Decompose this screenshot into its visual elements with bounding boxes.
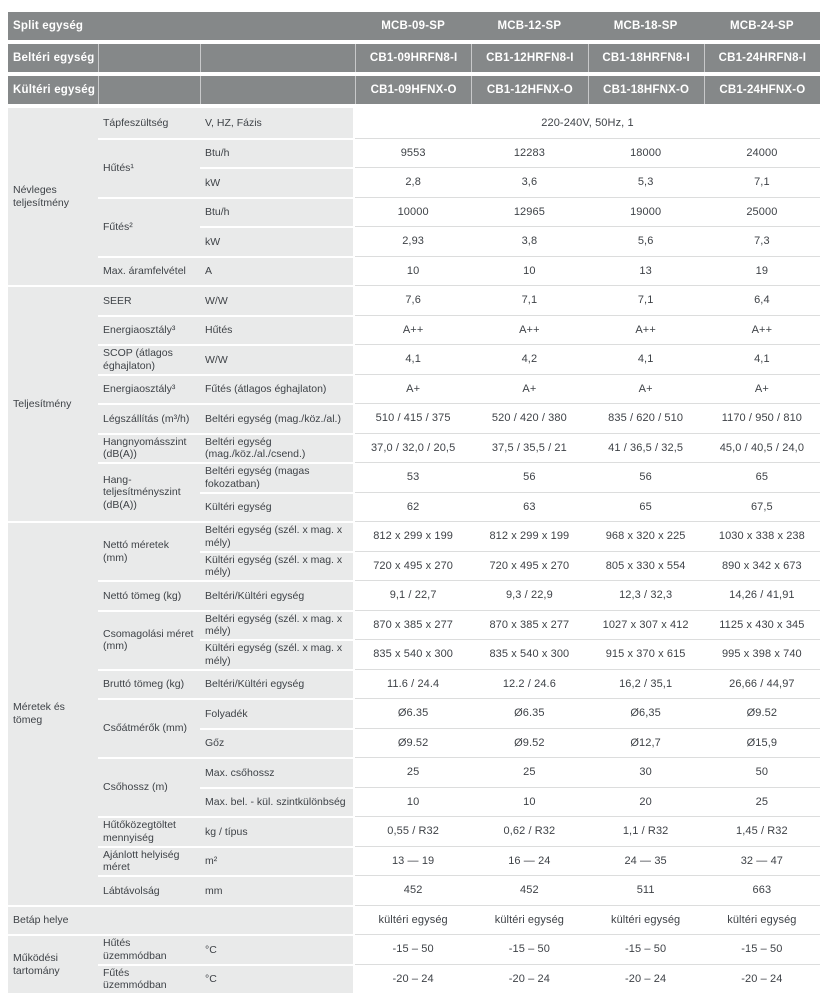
value-cell: 5,6 xyxy=(588,226,704,256)
value-cell: 9,1 / 22,7 xyxy=(355,580,471,610)
value-cell: 14,26 / 41,91 xyxy=(704,580,820,610)
value-cell: 1125 x 430 x 345 xyxy=(704,610,820,640)
param-label: Max. áramfelvétel xyxy=(98,256,200,286)
value-cell: 62 xyxy=(355,492,471,522)
unit-label: Kültéri egység (szél. x mag. x mély) xyxy=(200,551,355,581)
value-cell: A+ xyxy=(471,374,587,404)
value-cell: 12,3 / 32,3 xyxy=(588,580,704,610)
value-cell: 13 xyxy=(588,256,704,286)
unit-label: Btu/h xyxy=(200,197,355,227)
value-cell: 835 / 620 / 510 xyxy=(588,403,704,433)
value-cell: -15 – 50 xyxy=(588,934,704,964)
unit-label: Beltéri egység (szél. x mag. x mély) xyxy=(200,521,355,551)
value-cell: 25000 xyxy=(704,197,820,227)
unit-label: W/W xyxy=(200,344,355,374)
value-cell: 915 x 370 x 615 xyxy=(588,639,704,669)
param-label: Hűtés¹ xyxy=(98,138,200,197)
param-label: Lábtávolság xyxy=(98,875,200,905)
value-cell: A++ xyxy=(588,315,704,345)
value-cell: 835 x 540 x 300 xyxy=(355,639,471,669)
value-cell: kültéri egység xyxy=(588,905,704,935)
value-cell: A+ xyxy=(704,374,820,404)
unit-label: °C xyxy=(200,964,355,994)
param-label: Energiaosztály³ xyxy=(98,374,200,404)
header-spacer xyxy=(200,76,355,104)
section-title: Névleges teljesítmény xyxy=(8,108,98,285)
value-cell: 452 xyxy=(355,875,471,905)
param-label: Bruttó tömeg (kg) xyxy=(98,669,200,699)
value-cell: 10000 xyxy=(355,197,471,227)
value-cell: 32 — 47 xyxy=(704,846,820,876)
model-name-cell: CB1-24HRFN8-I xyxy=(704,44,820,72)
unit-label: V, HZ, Fázis xyxy=(200,108,355,138)
section-title: Betáp helye xyxy=(8,905,355,935)
unit-label: Max. csőhossz xyxy=(200,757,355,787)
value-cell: 63 xyxy=(471,492,587,522)
value-cell: 12283 xyxy=(471,138,587,168)
value-cell: 18000 xyxy=(588,138,704,168)
value-cell: 4,2 xyxy=(471,344,587,374)
value-cell: 995 x 398 x 740 xyxy=(704,639,820,669)
header-row-outdoor-unit xyxy=(8,76,820,104)
unit-label: A xyxy=(200,256,355,286)
unit-label: Kültéri egység (szél. x mag. x mély) xyxy=(200,639,355,669)
value-cell: -20 – 24 xyxy=(704,964,820,994)
unit-label: Btu/h xyxy=(200,138,355,168)
header-row-label: Beltéri egység xyxy=(13,52,95,64)
value-cell: 6,4 xyxy=(704,285,820,315)
value-cell: 11.6 / 24.4 xyxy=(355,669,471,699)
value-cell: 56 xyxy=(471,462,587,492)
unit-label: Beltéri/Kültéri egység xyxy=(200,580,355,610)
value-cell: 2,93 xyxy=(355,226,471,256)
value-cell: 4,1 xyxy=(588,344,704,374)
value-cell: 0,62 / R32 xyxy=(471,816,587,846)
value-cell: 12.2 / 24.6 xyxy=(471,669,587,699)
value-cell: 4,1 xyxy=(704,344,820,374)
value-cell: kültéri egység xyxy=(704,905,820,935)
header-row-indoor-unit xyxy=(8,44,820,72)
value-cell: 65 xyxy=(588,492,704,522)
value-cell: kültéri egység xyxy=(355,905,471,935)
unit-label: kg / típus xyxy=(200,816,355,846)
section-title: Működési tartomány xyxy=(8,934,98,993)
value-cell: A++ xyxy=(355,315,471,345)
value-cell: 19 xyxy=(704,256,820,286)
unit-label: Beltéri egység (mag./köz./al.) xyxy=(200,403,355,433)
value-cell: 19000 xyxy=(588,197,704,227)
value-cell: 45,0 / 40,5 / 24,0 xyxy=(704,433,820,463)
value-cell: Ø9.52 xyxy=(704,698,820,728)
value-cell: 968 x 320 x 225 xyxy=(588,521,704,551)
value-cell: 4,1 xyxy=(355,344,471,374)
value-cell: 67,5 xyxy=(704,492,820,522)
value-cell: 7,1 xyxy=(588,285,704,315)
value-cell: -15 – 50 xyxy=(355,934,471,964)
param-label: Energiaosztály³ xyxy=(98,315,200,345)
section-title: Méretek és tömeg xyxy=(8,521,98,905)
value-cell: -15 – 50 xyxy=(471,934,587,964)
value-cell: 3,8 xyxy=(471,226,587,256)
header-spacer xyxy=(98,44,200,72)
value-cell: 13 — 19 xyxy=(355,846,471,876)
value-cell: 510 / 415 / 375 xyxy=(355,403,471,433)
unit-label: W/W xyxy=(200,285,355,315)
value-cell: 720 x 495 x 270 xyxy=(355,551,471,581)
value-cell: Ø6,35 xyxy=(588,698,704,728)
value-cell: 1027 x 307 x 412 xyxy=(588,610,704,640)
param-label: Hangnyomásszint (dB(A)) xyxy=(98,433,200,463)
model-name-cell: CB1-09HRFN8-I xyxy=(355,44,471,72)
value-cell: Ø9.52 xyxy=(471,728,587,758)
value-cell: 870 x 385 x 277 xyxy=(355,610,471,640)
value-cell: 452 xyxy=(471,875,587,905)
model-name-cell: CB1-18HFNX-O xyxy=(588,76,704,104)
spec-table-body xyxy=(8,108,820,993)
value-cell: 0,55 / R32 xyxy=(355,816,471,846)
header-row-label: Split egység xyxy=(13,20,84,32)
value-cell: 26,66 / 44,97 xyxy=(704,669,820,699)
unit-label: Fűtés (átlagos éghajlaton) xyxy=(200,374,355,404)
unit-label: mm xyxy=(200,875,355,905)
model-name-cell: CB1-09HFNX-O xyxy=(355,76,471,104)
value-cell: -20 – 24 xyxy=(471,964,587,994)
param-label: Hűtés üzemmódban xyxy=(98,934,200,964)
unit-label: Kültéri egység xyxy=(200,492,355,522)
value-cell: 2,8 xyxy=(355,167,471,197)
model-name-cell: CB1-12HFNX-O xyxy=(471,76,587,104)
value-cell: 663 xyxy=(704,875,820,905)
value-cell: 9,3 / 22,9 xyxy=(471,580,587,610)
value-cell: Ø15,9 xyxy=(704,728,820,758)
value-cell: 812 x 299 x 199 xyxy=(355,521,471,551)
value-cell: 1170 / 950 / 810 xyxy=(704,403,820,433)
unit-label: kW xyxy=(200,226,355,256)
value-cell: 10 xyxy=(355,787,471,817)
model-name-cell: MCB-09-SP xyxy=(381,20,446,32)
value-cell: 37,0 / 32,0 / 20,5 xyxy=(355,433,471,463)
header-row-split-unit xyxy=(8,12,820,40)
value-cell: 10 xyxy=(471,256,587,286)
value-cell: 65 xyxy=(704,462,820,492)
unit-label: Gőz xyxy=(200,728,355,758)
value-cell: A+ xyxy=(588,374,704,404)
param-label: Csőhossz (m) xyxy=(98,757,200,816)
unit-label: Beltéri egység (mag./köz./al./csend.) xyxy=(200,433,355,463)
model-name-cell: CB1-12HRFN8-I xyxy=(471,44,587,72)
value-cell: 20 xyxy=(588,787,704,817)
value-span-cell: 220-240V, 50Hz, 1 xyxy=(541,116,634,129)
value-cell: Ø6.35 xyxy=(471,698,587,728)
value-cell: 812 x 299 x 199 xyxy=(471,521,587,551)
value-cell: A+ xyxy=(355,374,471,404)
value-cell: 16,2 / 35,1 xyxy=(588,669,704,699)
unit-label: °C xyxy=(200,934,355,964)
param-label: Fűtés üzemmódban xyxy=(98,964,200,994)
value-cell: 24 — 35 xyxy=(588,846,704,876)
param-label: Nettó tömeg (kg) xyxy=(98,580,200,610)
param-label: Nettó méretek (mm) xyxy=(98,521,200,580)
value-cell: 1030 x 338 x 238 xyxy=(704,521,820,551)
value-cell: 511 xyxy=(588,875,704,905)
value-cell: kültéri egység xyxy=(471,905,587,935)
param-label: Hang-teljesítményszint (dB(A)) xyxy=(98,462,200,521)
value-cell: -20 – 24 xyxy=(588,964,704,994)
value-cell: 25 xyxy=(355,757,471,787)
value-cell: 16 — 24 xyxy=(471,846,587,876)
param-label: Tápfeszültség xyxy=(98,108,200,138)
header-row-label: Kültéri egység xyxy=(13,84,96,96)
value-cell: 805 x 330 x 554 xyxy=(588,551,704,581)
value-cell: 10 xyxy=(355,256,471,286)
unit-label: Max. bel. - kül. szintkülönbség xyxy=(200,787,355,817)
unit-label: Hűtés xyxy=(200,315,355,345)
model-name-cell: MCB-24-SP xyxy=(729,20,794,32)
param-label: SCOP (átlagos éghajlaton) xyxy=(98,344,200,374)
value-cell: 720 x 495 x 270 xyxy=(471,551,587,581)
value-cell: 890 x 342 x 673 xyxy=(704,551,820,581)
unit-label: Beltéri egység (szél. x mag. x mély) xyxy=(200,610,355,640)
model-name-cell: MCB-18-SP xyxy=(613,20,678,32)
param-label: SEER xyxy=(98,285,200,315)
unit-label: m² xyxy=(200,846,355,876)
param-label: Csomagolási méret (mm) xyxy=(98,610,200,669)
value-cell: 1,1 / R32 xyxy=(588,816,704,846)
value-cell: 1,45 / R32 xyxy=(704,816,820,846)
value-cell: -20 – 24 xyxy=(355,964,471,994)
value-cell: -15 – 50 xyxy=(704,934,820,964)
value-cell: 10 xyxy=(471,787,587,817)
value-cell: 24000 xyxy=(704,138,820,168)
unit-label: Beltéri egység (magas fokozatban) xyxy=(200,462,355,492)
value-cell: A++ xyxy=(471,315,587,345)
value-cell: Ø6.35 xyxy=(355,698,471,728)
value-cell: 56 xyxy=(588,462,704,492)
unit-label: kW xyxy=(200,167,355,197)
value-cell: A++ xyxy=(704,315,820,345)
value-cell: 835 x 540 x 300 xyxy=(471,639,587,669)
model-name-cell: CB1-24HFNX-O xyxy=(704,76,820,104)
value-cell: 50 xyxy=(704,757,820,787)
value-cell: 5,3 xyxy=(588,167,704,197)
value-cell: Ø12,7 xyxy=(588,728,704,758)
value-cell: 520 / 420 / 380 xyxy=(471,403,587,433)
value-cell: 7,6 xyxy=(355,285,471,315)
unit-label: Beltéri/Kültéri egység xyxy=(200,669,355,699)
unit-label: Folyadék xyxy=(200,698,355,728)
header-spacer xyxy=(98,76,200,104)
value-cell: 12965 xyxy=(471,197,587,227)
value-cell: 7,3 xyxy=(704,226,820,256)
value-cell: 41 / 36,5 / 32,5 xyxy=(588,433,704,463)
value-cell: 30 xyxy=(588,757,704,787)
header-spacer xyxy=(200,44,355,72)
value-cell: 25 xyxy=(704,787,820,817)
value-cell: 870 x 385 x 277 xyxy=(471,610,587,640)
value-cell: 7,1 xyxy=(471,285,587,315)
value-cell: 25 xyxy=(471,757,587,787)
param-label: Légszállítás (m³/h) xyxy=(98,403,200,433)
value-cell: 9553 xyxy=(355,138,471,168)
model-name-cell: CB1-18HRFN8-I xyxy=(588,44,704,72)
value-cell: 3,6 xyxy=(471,167,587,197)
value-cell: Ø9.52 xyxy=(355,728,471,758)
param-label: Hűtőközegtöltet mennyiség xyxy=(98,816,200,846)
value-cell: 53 xyxy=(355,462,471,492)
value-cell: 7,1 xyxy=(704,167,820,197)
section-title: Teljesítmény xyxy=(8,285,98,521)
model-name-cell: MCB-12-SP xyxy=(497,20,562,32)
param-label: Csőátmérők (mm) xyxy=(98,698,200,757)
param-label: Fűtés² xyxy=(98,197,200,256)
value-cell: 37,5 / 35,5 / 21 xyxy=(471,433,587,463)
param-label: Ajánlott helyiség méret xyxy=(98,846,200,876)
